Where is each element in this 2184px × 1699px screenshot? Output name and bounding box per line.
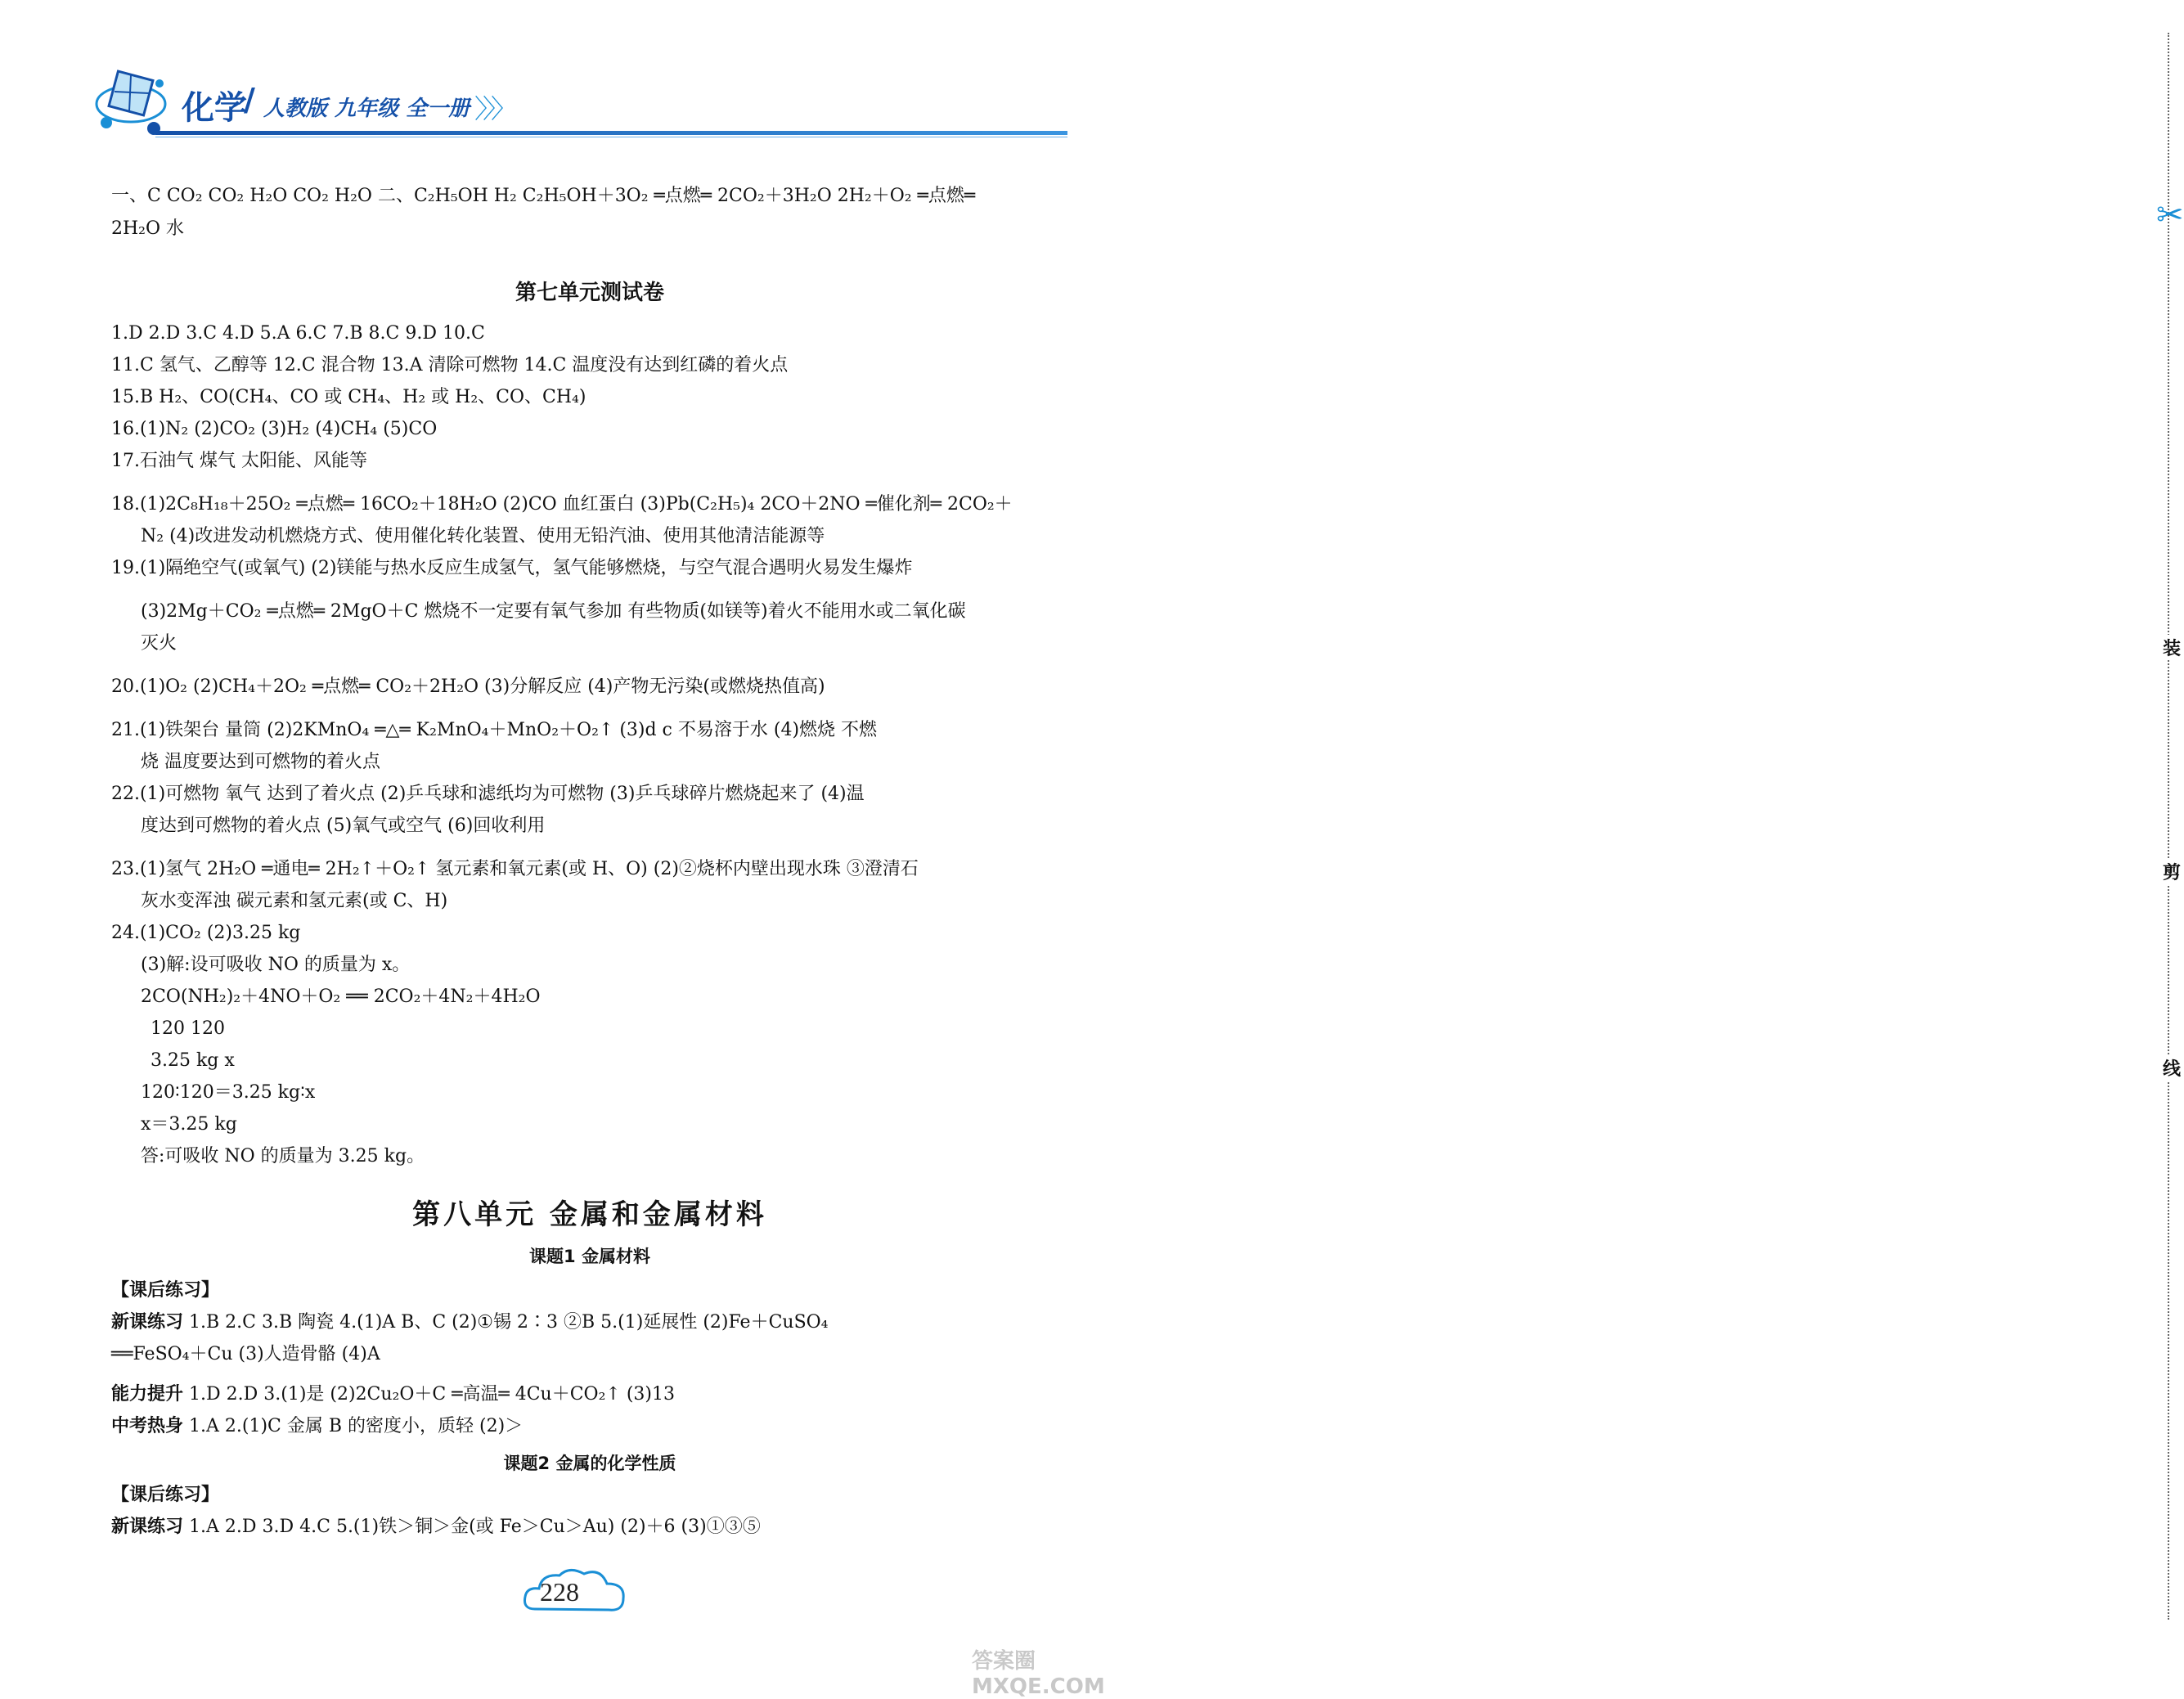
unit7-answer-line: 11.C 氢气、乙醇等 12.C 混合物 13.A 清除可燃物 14.C 温度没有达到红磷的着火点 — [111, 355, 789, 375]
edition-subtitle: 人教版 九年级 全一册 — [263, 97, 470, 121]
unit7-answer-line: 3.25 kg x — [151, 1050, 235, 1071]
unit7-answer-line: 18.(1)2C₈H₁₈＋25O₂ ═点燃═ 16CO₂＋18H₂O (2)CO 血红蛋白 (3)Pb(C₂H₅)₄ 2CO＋2NO ═催化剂═ 2CO₂＋ — [111, 494, 1013, 515]
exercise-tag: 【课后练习】 — [111, 1280, 220, 1301]
margin-mark-middle: 剪 — [2163, 859, 2181, 884]
new-lesson-answers: 1.B 2.C 3.B 陶瓷 4.(1)A B、C (2)①锡 2∶3 ②B 5.(1)延展性 (2)Fe＋CuSO₄ — [183, 1312, 829, 1333]
exam-warmup-label: 中考热身 — [111, 1416, 184, 1436]
unit7-answer-line: 2CO(NH₂)₂＋4NO＋O₂ ══ 2CO₂＋4N₂＋4H₂O — [141, 987, 541, 1007]
topic1-heading: 课题1 金属材料 — [529, 1247, 650, 1266]
unit7-answer-line: 120∶120＝3.25 kg∶x — [141, 1082, 316, 1103]
unit7-answer-line: 1.D 2.D 3.C 4.D 5.A 6.C 7.B 8.C 9.D 10.C — [111, 323, 485, 344]
unit7-answer-line: N₂ (4)改进发动机燃烧方式、使用催化转化装置、使用无铅汽油、使用其他清洁能源等 — [141, 526, 825, 546]
topic2-heading: 课题2 金属的化学性质 — [503, 1454, 676, 1473]
unit7-answer-line: x＝3.25 kg — [141, 1114, 237, 1135]
chevron-right-icon: 〉〉〉 — [474, 93, 513, 124]
new-lesson-answers: 1.A 2.D 3.D 4.C 5.(1)铁＞铜＞金(或 Fe＞Cu＞Au) (2)＋6 (3)①③⑤ — [183, 1517, 761, 1537]
unit7-answer-line: (3)解:设可吸收 NO 的质量为 x。 — [141, 955, 411, 975]
cut-margin — [1068, 0, 2184, 1688]
unit7-answer-line: 烧 温度要达到可燃物的着火点 — [141, 752, 380, 772]
unit7-answer-line: 24.(1)CO₂ (2)3.25 kg — [111, 923, 301, 943]
exam-warmup-answers: 1.A 2.(1)C 金属 B 的密度小，质轻 (2)＞ — [183, 1416, 524, 1436]
new-lesson-continuation: ══FeSO₄＋Cu (3)人造骨骼 (4)A — [111, 1344, 380, 1364]
site-watermark: 答案圈 MXQE.COM — [972, 1649, 1105, 1699]
ability-line — [111, 1382, 675, 1407]
unit7-answer-line: 120 120 — [151, 1018, 225, 1039]
new-lesson-line — [111, 1515, 761, 1539]
unit8-heading: 第八单元 金属和金属材料 — [412, 1198, 767, 1231]
unit7-answer-line: 灭火 — [141, 633, 178, 654]
exam-warmup-line — [111, 1414, 523, 1439]
new-lesson-line — [111, 1310, 829, 1335]
title-separator: / — [244, 82, 255, 118]
unit7-answer-line: 16.(1)N₂ (2)CO₂ (3)H₂ (4)CH₄ (5)CO — [111, 419, 438, 439]
scissors-icon: ✂ — [2156, 196, 2184, 234]
margin-mark-top: 装 — [2163, 635, 2181, 660]
unit7-answer-line: 19.(1)隔绝空气(或氧气) (2)镁能与热水反应生成氢气，氢气能够燃烧，与空气混合遇明火易发生爆炸 — [111, 558, 913, 578]
header-rule — [155, 131, 1067, 135]
cut-dotted-line — [2168, 33, 2169, 1620]
unit7-answer-line: 20.(1)O₂ (2)CH₄＋2O₂ ═点燃═ CO₂＋2H₂O (3)分解反应 (4)产物无污染(或燃烧热值高) — [111, 676, 825, 697]
unit7-test-heading: 第七单元测试卷 — [515, 281, 664, 305]
exercise-tag: 【课后练习】 — [111, 1485, 220, 1505]
new-lesson-label: 新课练习 — [111, 1517, 184, 1537]
unit6-answer-line: 2H₂O 水 — [111, 218, 185, 239]
atom-cube-logo-icon — [90, 59, 172, 141]
unit6-answer-line: 一、C CO₂ CO₂ H₂O CO₂ H₂O 二、C₂H₅OH H₂ C₂H₅OH＋3O₂ ═点燃═ 2CO₂＋3H₂O 2H₂＋O₂ ═点燃═ — [111, 186, 976, 206]
unit7-answer-line: 17.石油气 煤气 太阳能、风能等 — [111, 451, 367, 471]
ability-answers: 1.D 2.D 3.(1)是 (2)2Cu₂O＋C ═高温═ 4Cu＋CO₂↑ (3)13 — [183, 1384, 675, 1405]
unit7-answer-line: (3)2Mg＋CO₂ ═点燃═ 2MgO＋C 燃烧不一定要有氧气参加 有些物质(如镁等)着火不能用水或二氧化碳 — [141, 601, 966, 622]
unit7-answer-line: 22.(1)可燃物 氧气 达到了着火点 (2)乒乓球和滤纸均为可燃物 (3)乒乓球碎片燃烧起来了 (4)温 — [111, 784, 865, 804]
unit7-answer-line: 15.B H₂、CO(CH₄、CO 或 CH₄、H₂ 或 H₂、CO、CH₄) — [111, 387, 586, 407]
unit7-answer-line: 23.(1)氢气 2H₂O ═通电═ 2H₂↑＋O₂↑ 氢元素和氧元素(或 H、O) (2)②烧杯内壁出现水珠 ③澄清石 — [111, 859, 919, 879]
unit7-answer-line: 答:可吸收 NO 的质量为 3.25 kg。 — [141, 1146, 425, 1166]
unit7-answer-line: 21.(1)铁架台 量筒 (2)2KMnO₄ ═△═ K₂MnO₄＋MnO₂＋O₂↑ (3)d c 不易溶于水 (4)燃烧 不燃 — [111, 720, 878, 740]
page-number: 228 — [540, 1577, 579, 1607]
margin-mark-bottom: 线 — [2163, 1055, 2181, 1081]
unit7-answer-line: 度达到可燃物的着火点 (5)氧气或空气 (6)回收利用 — [141, 816, 546, 836]
page-header — [0, 0, 1117, 155]
unit7-answer-line: 灰水变浑浊 碳元素和氢元素(或 C、H) — [141, 891, 448, 911]
ability-label: 能力提升 — [111, 1384, 184, 1405]
new-lesson-label: 新课练习 — [111, 1312, 184, 1333]
subject-title: 化学 — [182, 89, 247, 127]
